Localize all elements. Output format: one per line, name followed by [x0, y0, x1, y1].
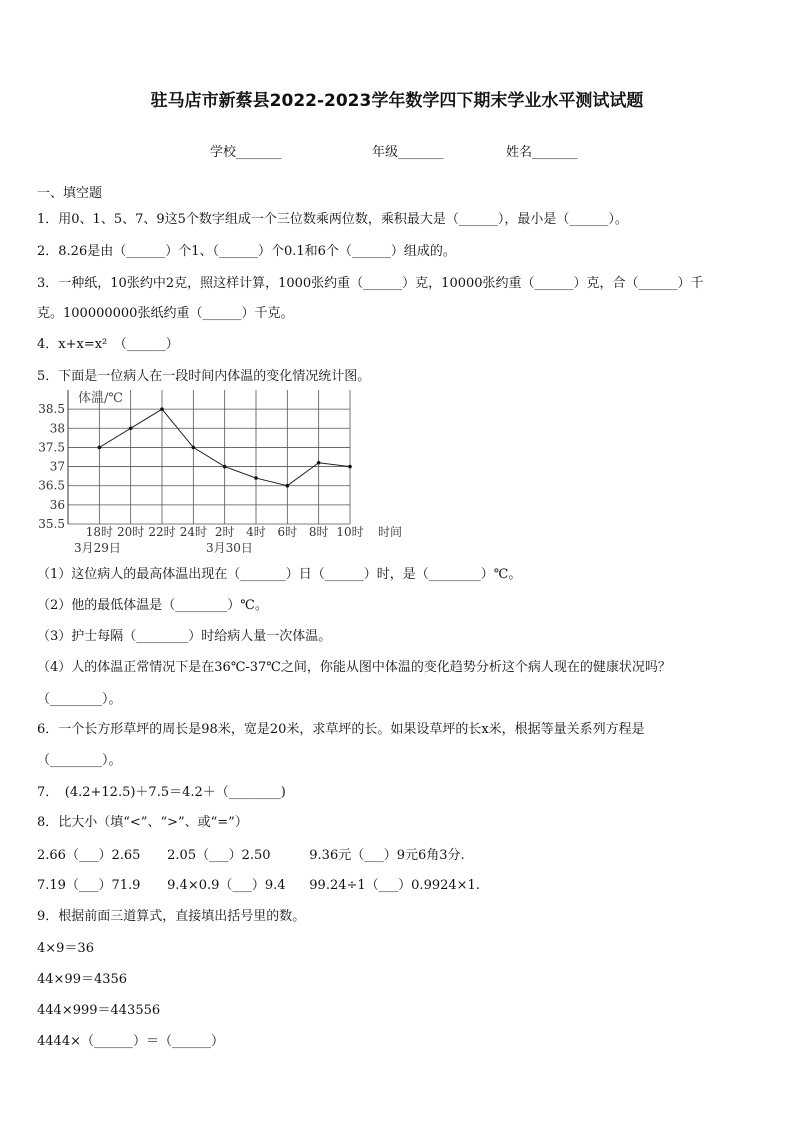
question-3-line2: 克。100000000张纸约重（______）千克。: [37, 306, 294, 321]
question-5-3: （3）护士每隔（________）时给病人量一次体温。: [37, 629, 332, 644]
question-6-line1: 6．一个长方形草坪的周长是98米，宽是20米，求草坪的长。如果设草坪的长x米，根据等量关系列方程是: [37, 722, 645, 737]
y-tick-label: 38.5: [38, 402, 65, 417]
data-point: [160, 407, 164, 411]
y-tick-label: 37: [49, 459, 65, 474]
question-5: 5．下面是一位病人在一段时间内体温的变化情况统计图。: [37, 369, 371, 384]
data-point: [129, 426, 133, 430]
question-3-line1: 3．一种纸，10张约中2克，照这样计算，1000张约重（______）克，10000张约重（______）克，合（______）千: [37, 276, 704, 291]
equation-2: 44×99＝4356: [37, 972, 128, 987]
question-1: 1．用0、1、5、7、9这5个数字组成一个三位数乘两位数，乘积最大是（______），最小是（______）。: [37, 212, 628, 227]
data-point: [317, 461, 321, 465]
page-title: 驻马店市新蔡县2022-2023学年数学四下期末学业水平测试试题: [150, 91, 644, 111]
question-2: 2．8.26是由（______）个1、（______）个0.1和6个（______）组成的。: [37, 244, 456, 259]
date-label-0: 3月29日: [74, 541, 121, 555]
data-point: [223, 465, 227, 469]
compare-item: 9.4×0.9（___）9.4: [167, 878, 286, 893]
question-6-line2: （________）。: [37, 753, 122, 768]
question-8: 8．比大小（填“<”、“>”、或“=”）: [37, 815, 248, 830]
date-label-1: 3月30日: [206, 541, 253, 555]
x-tick-label: 24时: [179, 525, 207, 539]
question-9: 9．根据前面三道算式，直接填出括号里的数。: [37, 909, 306, 924]
x-tick-label: 2时: [214, 525, 235, 539]
y-tick-label: 36.5: [38, 478, 65, 493]
x-tick-label: 20时: [117, 525, 145, 539]
compare-item: 2.05（___）2.50: [167, 848, 271, 863]
question-8-row-1: [37, 844, 465, 863]
x-axis-label: 时间: [378, 525, 403, 539]
question-4: 4．x+x=x² （______）: [37, 337, 179, 352]
data-point: [98, 446, 102, 450]
x-tick-label: 6时: [277, 525, 298, 539]
question-5-4-line1: （4）人的体温正常情况下是在36℃-37℃之间，你能从图中体温的变化趋势分析这个病人现在的健康状况吗？: [37, 660, 671, 675]
data-point: [286, 484, 290, 488]
question-8-row-2: [37, 874, 480, 893]
x-tick-label: 4时: [246, 525, 266, 539]
x-tick-label: 18时: [85, 525, 113, 539]
compare-item: 7.19（___）71.9: [37, 878, 141, 893]
compare-item: 9.36元（___）9元6角3分.: [309, 848, 465, 863]
y-tick-label: 36: [49, 497, 65, 512]
grade-field[interactable]: 年级_______: [372, 145, 444, 160]
compare-item: 2.66（___）2.65: [37, 848, 141, 863]
data-point: [348, 465, 352, 469]
x-tick-label: 10时: [336, 525, 364, 539]
temperature-line-chart: [38, 386, 418, 556]
question-5-2: （2）他的最低体温是（________）℃。: [37, 598, 268, 613]
x-tick-label: 8时: [308, 525, 329, 539]
section-heading: 一、填空题: [37, 186, 103, 201]
name-field[interactable]: 姓名_______: [506, 145, 578, 160]
x-tick-label: 22时: [148, 525, 176, 539]
y-axis-label: 体温/℃: [78, 391, 123, 406]
question-5-1: （1）这位病人的最高体温出现在（_______）日（______）时，是（________）℃。: [37, 567, 522, 582]
y-tick-label: 37.5: [38, 440, 65, 455]
equation-3: 444×999＝443556: [37, 1003, 161, 1018]
data-point: [254, 476, 258, 480]
school-field[interactable]: 学校_______: [210, 145, 282, 160]
question-7: 7． (4.2+12.5)＋7.5＝4.2＋（________): [37, 785, 286, 800]
data-point: [192, 446, 196, 450]
equation-1: 4×9＝36: [37, 941, 94, 956]
y-tick-label: 35.5: [38, 517, 65, 531]
compare-item: 99.24÷1（___）0.9924×1.: [309, 878, 480, 893]
question-5-4-line2: （________）。: [37, 692, 122, 707]
y-tick-label: 38: [49, 421, 65, 436]
equation-4: 4444×（______）＝（______）: [37, 1034, 224, 1049]
